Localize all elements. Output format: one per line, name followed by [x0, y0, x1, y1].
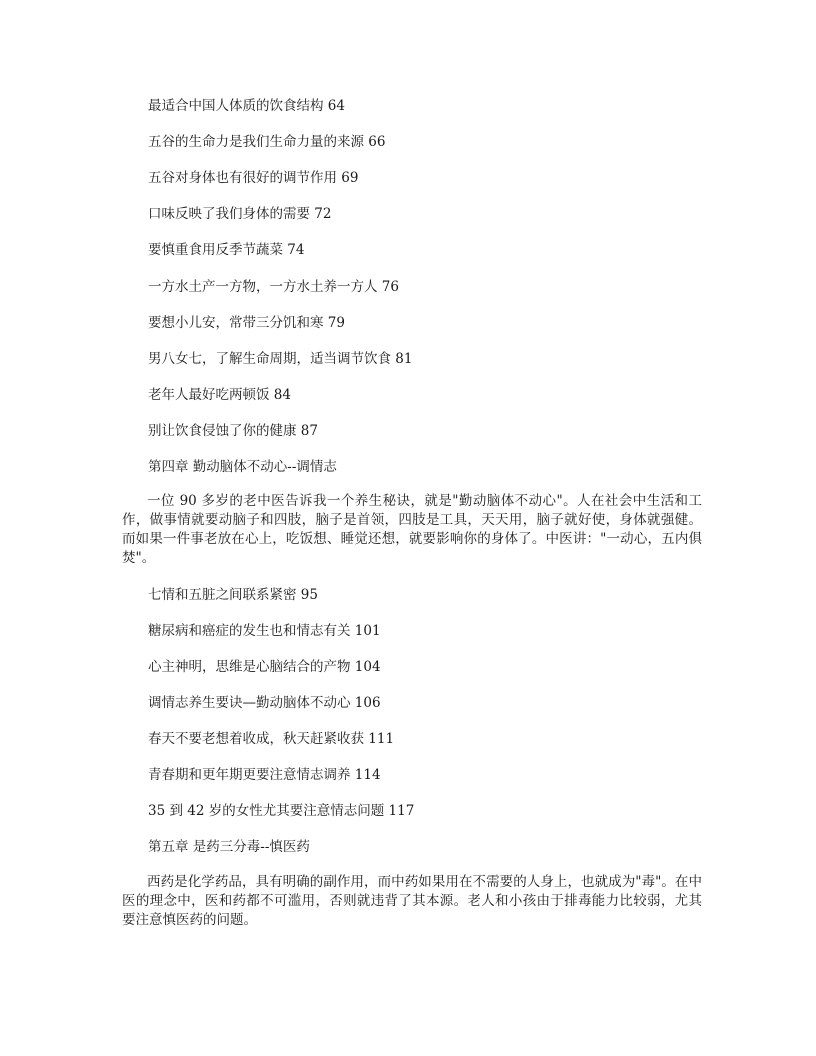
chapter-4-title: 第四章 勤动脑体不动心--调情志 [148, 459, 337, 475]
toc-item: 春天不要老想着收成，秋天赶紧收获 111 [148, 731, 395, 747]
toc-item: 心主神明，思维是心脑结合的产物 104 [148, 659, 381, 675]
chapter-5-intro: 西药是化学药品，具有明确的副作用，而中药如果用在不需要的人身上，也就成为"毒"。在中医的理念中，医和药都不可滥用，否则就违背了其本源。老人和小孩由于排毒能力比较弱，尤其要注意慎医药的问题。 [122, 874, 702, 928]
toc-item: 最适合中国人体质的饮食结构 64 [148, 98, 345, 114]
chapter-4-intro: 一位 90 多岁的老中医告诉我一个养生秘诀，就是"勤动脑体不动心"。人在社会中生活和工作，做事情就要动脑子和四肢，脑子是首领，四肢是工具，天天用，脑子就好使，身体就强健。而如果一件事老放在心上，吃饭想、睡觉还想，就要影响你的身体了。中医讲："一动心，五内俱焚"。 [122, 493, 702, 566]
toc-item: 五谷的生命力是我们生命力量的来源 66 [148, 134, 386, 150]
toc-item: 男八女七，了解生命周期，适当调节饮食 81 [148, 351, 413, 367]
toc-item: 五谷对身体也有很好的调节作用 69 [148, 170, 359, 186]
toc-item: 老年人最好吃两顿饭 84 [148, 387, 291, 403]
toc-item: 要想小儿安，常带三分饥和寒 79 [148, 315, 345, 331]
toc-item: 别让饮食侵蚀了你的健康 87 [148, 423, 318, 439]
toc-item: 要慎重食用反季节蔬菜 74 [148, 242, 305, 258]
toc-item: 一方水土产一方物，一方水土养一方人 76 [148, 279, 399, 295]
toc-item: 口味反映了我们身体的需要 72 [148, 206, 332, 222]
toc-item: 35 到 42 岁的女性尤其要注意情志问题 117 [148, 803, 415, 819]
toc-item: 青春期和更年期更要注意情志调养 114 [148, 767, 381, 783]
toc-item: 七情和五脏之间联系紧密 95 [148, 587, 318, 603]
toc-item: 调情志养生要诀—勤动脑体不动心 106 [148, 695, 381, 711]
chapter-5-title: 第五章 是药三分毒--慎医药 [148, 839, 310, 855]
toc-item: 糖尿病和癌症的发生也和情志有关 101 [148, 623, 381, 639]
